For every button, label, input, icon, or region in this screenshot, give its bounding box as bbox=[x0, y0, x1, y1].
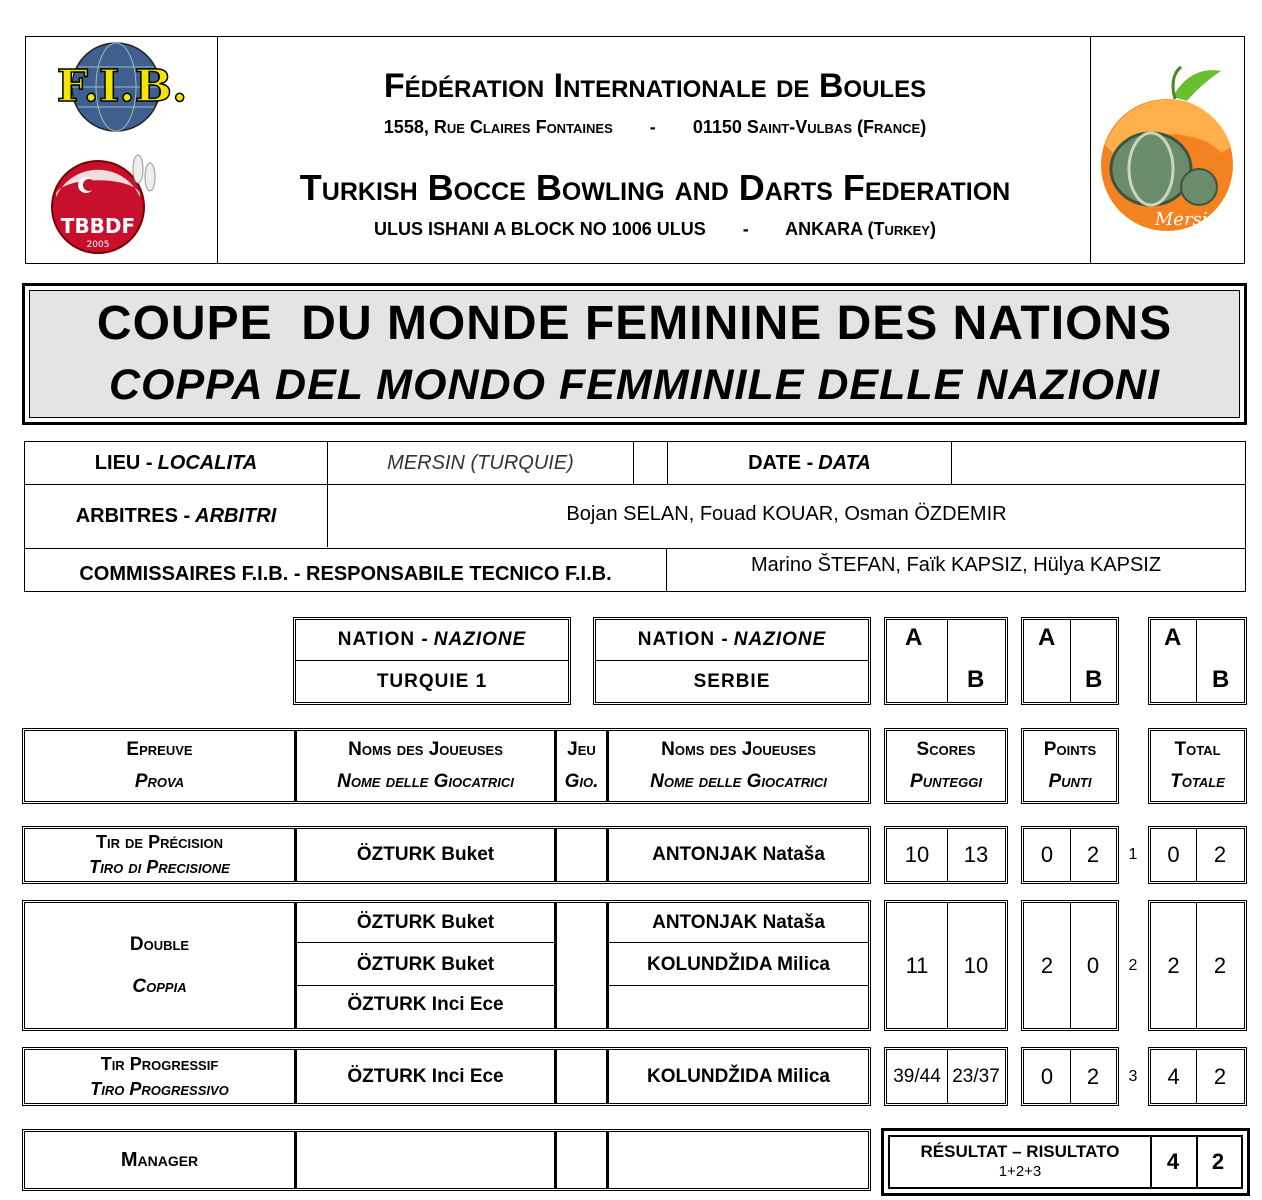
arbitres-label: ARBITRES - ARBITRI bbox=[25, 485, 328, 547]
letterhead bbox=[25, 36, 1245, 264]
col-total: Total Totale bbox=[1148, 728, 1247, 804]
progressif-total-a: 4 bbox=[1167, 1063, 1180, 1089]
progressif-total bbox=[1148, 1047, 1247, 1106]
commissaires-label: COMMISSAIRES F.I.B. - RESPONSABILE TECNICO F.I.B. bbox=[25, 549, 667, 591]
progressif-points-b: 2 bbox=[1086, 1063, 1100, 1089]
double-scores bbox=[884, 900, 1008, 1031]
col-noms-b: Noms des Joueuses Nome delle Giocatrici bbox=[650, 739, 827, 792]
precision-label: Tir de Précision Tiro di Precisione bbox=[89, 832, 230, 877]
precision-scores bbox=[884, 826, 1008, 884]
date-value bbox=[952, 442, 1245, 484]
fib-name: Fédération Internationale de Boules bbox=[383, 67, 927, 105]
nation-b-label: NATION - NAZIONE bbox=[637, 629, 827, 650]
fib-street: 1558, Rue Claires Fontaines bbox=[383, 117, 613, 137]
ab-a: A bbox=[905, 624, 923, 651]
precision-total-b: 2 bbox=[1213, 842, 1227, 867]
double-player-a-1: ÖZTURK Buket bbox=[356, 911, 495, 933]
tbbdf-name: Turkish Bocce Bowling and Darts Federation bbox=[299, 167, 1011, 208]
result-label-cell bbox=[890, 1137, 1150, 1187]
progressif-total-b: 2 bbox=[1213, 1063, 1227, 1089]
ab-a: A bbox=[1038, 624, 1056, 651]
title-fr: COUPE DU MONDE FEMININE DES NATIONS bbox=[96, 297, 1173, 350]
nation-a-label: NATION - NAZIONE bbox=[337, 629, 527, 650]
row-double bbox=[22, 900, 871, 1031]
tbbdf-address bbox=[218, 219, 1092, 240]
col-points: Points Punti bbox=[1021, 728, 1119, 804]
result-label: RÉSULTAT – RISULTATO bbox=[920, 1142, 1120, 1161]
precision-total bbox=[1148, 826, 1247, 884]
precision-points bbox=[1021, 826, 1119, 884]
progressif-scores bbox=[884, 1047, 1008, 1106]
double-score-b: 10 bbox=[963, 952, 989, 978]
fib-address bbox=[218, 117, 1092, 138]
tbbdf-city: ANKARA (Turkey) bbox=[785, 219, 936, 239]
lieu-label: LIEU - LOCALITA bbox=[25, 442, 328, 484]
ab-b: B bbox=[1212, 666, 1230, 693]
precision-score-b: 13 bbox=[963, 842, 989, 867]
precision-total-a: 0 bbox=[1167, 842, 1180, 867]
left-logos bbox=[26, 37, 218, 263]
row-progressif bbox=[22, 1047, 871, 1106]
progressif-score-b: 23/37 bbox=[952, 1065, 1000, 1087]
col-epreuve: Epreuve Prova bbox=[126, 739, 193, 792]
progressif-index: 3 bbox=[1128, 1067, 1138, 1085]
double-points-a: 2 bbox=[1040, 952, 1054, 978]
svg-text:TBBDF: TBBDF bbox=[60, 214, 136, 238]
progressif-player-b: KOLUNDŽIDA Milica bbox=[647, 1065, 830, 1087]
fib-sep: - bbox=[649, 117, 656, 137]
ab-a: A bbox=[1164, 624, 1182, 651]
progressif-points bbox=[1021, 1047, 1119, 1106]
precision-player-b: ANTONJAK Nataša bbox=[652, 844, 825, 865]
nation-b-box bbox=[593, 617, 871, 705]
double-total-a: 2 bbox=[1167, 952, 1180, 978]
progressif-label: Tir Progressif Tiro Progressivo bbox=[90, 1053, 229, 1099]
ab-b: B bbox=[967, 666, 985, 693]
double-index: 2 bbox=[1128, 956, 1138, 974]
progressif-points-a: 0 bbox=[1040, 1063, 1054, 1089]
double-player-a-3: ÖZTURK Inci Ece bbox=[347, 994, 504, 1015]
precision-player-a: ÖZTURK Buket bbox=[356, 844, 495, 865]
result-formula: 1+2+3 bbox=[998, 1163, 1042, 1180]
title-it: COPPA DEL MONDO FEMMINILE DELLE NAZIONI bbox=[108, 361, 1161, 409]
double-points bbox=[1021, 900, 1119, 1031]
manager-label: Manager bbox=[120, 1148, 199, 1171]
double-player-b-1: ANTONJAK Nataša bbox=[652, 911, 825, 933]
svg-text:F.I.B.: F.I.B. bbox=[56, 61, 188, 112]
fib-city: 01150 Saint-Vulbas (France) bbox=[692, 117, 927, 137]
nation-a-name: TURQUIE 1 bbox=[376, 670, 488, 692]
double-player-a-2: ÖZTURK Buket bbox=[356, 953, 495, 975]
tbbdf-sep: - bbox=[742, 219, 749, 239]
nation-b-name: SERBIE bbox=[693, 670, 771, 692]
double-player-b-2: KOLUNDŽIDA Milica bbox=[647, 953, 830, 975]
date-label: DATE - DATA bbox=[667, 442, 952, 484]
title-box bbox=[22, 283, 1247, 425]
ab-b: B bbox=[1085, 666, 1103, 693]
points-ab-header bbox=[1021, 617, 1119, 705]
precision-points-b: 2 bbox=[1086, 842, 1100, 867]
scores-ab-header bbox=[884, 617, 1008, 705]
col-noms-a: Noms des Joueuses Nome delle Giocatrici bbox=[337, 739, 514, 792]
result-box bbox=[881, 1128, 1250, 1196]
precision-points-a: 0 bbox=[1040, 842, 1054, 867]
double-total bbox=[1148, 900, 1247, 1031]
row-precision bbox=[22, 826, 871, 884]
nation-a-box bbox=[293, 617, 571, 705]
double-player-b-3 bbox=[609, 987, 868, 1023]
commissaires-value: Marino ŠTEFAN, Faïk KAPSIZ, Hülya KAPSIZ bbox=[750, 554, 1162, 576]
col-scores: Scores Punteggi bbox=[884, 728, 1008, 804]
arbitres-value: Bojan SELAN, Fouad KOUAR, Osman ÖZDEMIR bbox=[566, 503, 1007, 525]
double-label: Double Coppia bbox=[129, 933, 190, 997]
svg-text:2005: 2005 bbox=[86, 240, 110, 250]
mersin-orange-icon bbox=[1091, 37, 1245, 263]
right-logo bbox=[1090, 37, 1244, 263]
double-score-a: 11 bbox=[905, 952, 929, 978]
tbbdf-street: ULUS ISHANI A BLOCK NO 1006 ULUS bbox=[374, 219, 706, 239]
fib-logo-icon bbox=[26, 37, 218, 263]
lieu-value: MERSIN (TURQUIE) bbox=[328, 442, 634, 484]
double-total-b: 2 bbox=[1213, 952, 1227, 978]
total-ab-header bbox=[1148, 617, 1247, 705]
col-jeu: Jeu Gio. bbox=[564, 739, 599, 792]
svg-text:Mersin: Mersin bbox=[1154, 209, 1220, 230]
double-points-b: 0 bbox=[1086, 952, 1100, 978]
column-header-row bbox=[22, 728, 871, 804]
info-table bbox=[24, 441, 1246, 592]
row-manager bbox=[22, 1129, 871, 1191]
progressif-player-a: ÖZTURK Inci Ece bbox=[347, 1065, 504, 1087]
precision-index: 1 bbox=[1128, 846, 1138, 863]
precision-score-a: 10 bbox=[904, 842, 930, 867]
result-a: 4 bbox=[1166, 1149, 1180, 1174]
progressif-score-a: 39/44 bbox=[893, 1065, 941, 1087]
result-b: 2 bbox=[1211, 1149, 1225, 1174]
